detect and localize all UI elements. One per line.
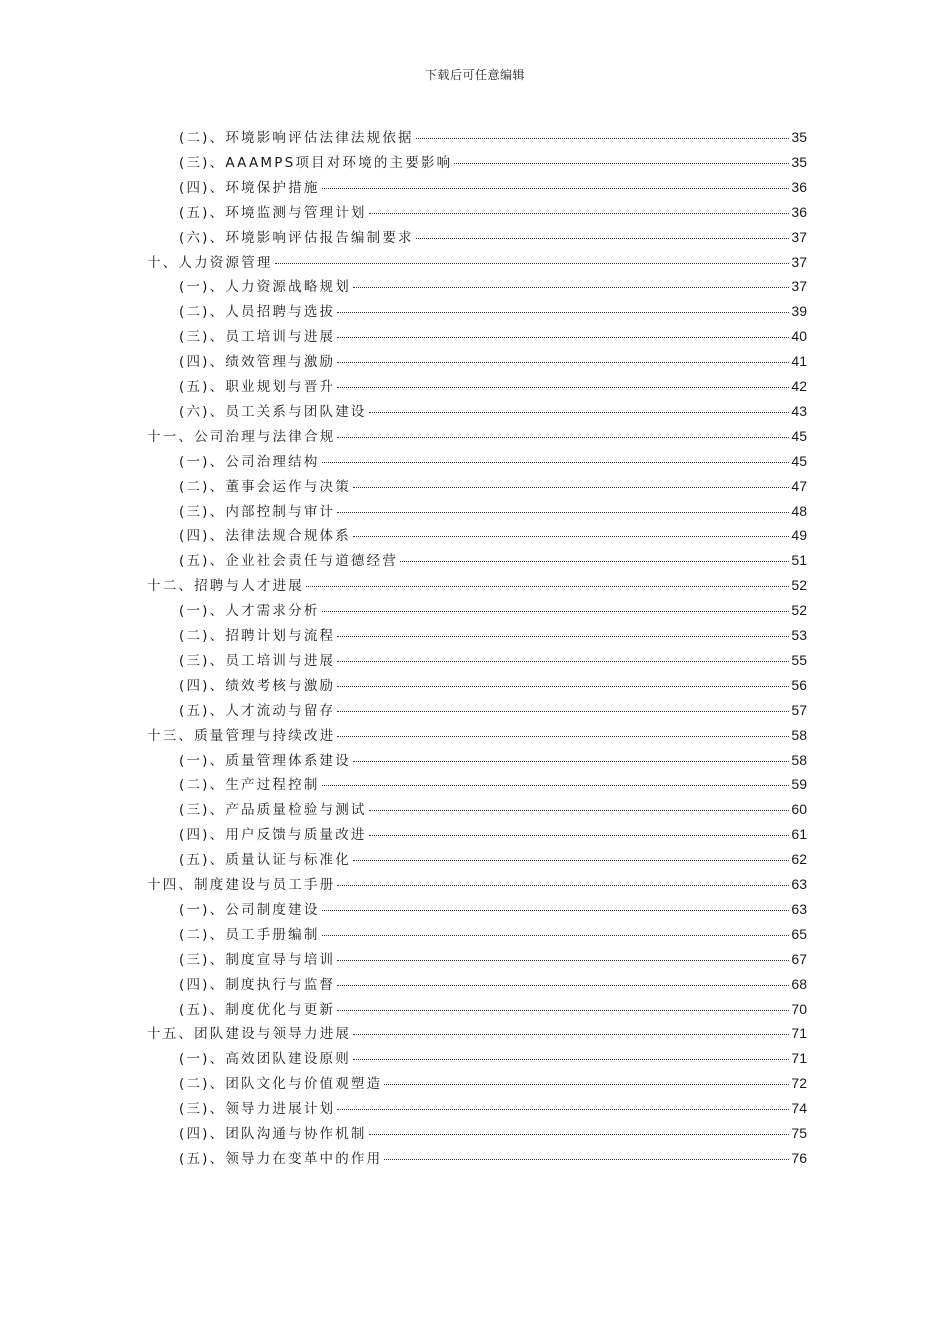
toc-entry-title: (五)、人才流动与留存 [179,702,336,719]
toc-section-entry[interactable] [179,773,807,795]
toc-dot-leader [337,512,789,513]
toc-entry-title: (二)、员工手册编制 [179,926,320,943]
toc-dot-leader [369,835,790,836]
toc-section-entry[interactable] [179,400,807,422]
toc-dot-leader [275,263,790,264]
toc-page-number: 76 [791,1149,807,1166]
toc-dot-leader [337,437,789,438]
toc-entry-title: (六)、环境影响评估报告编制要求 [179,229,414,246]
toc-section-entry[interactable] [179,998,807,1020]
toc-dot-leader [454,163,789,164]
toc-dot-leader [337,960,789,961]
toc-dot-leader [369,810,790,811]
toc-section-entry[interactable] [179,176,807,198]
toc-dot-leader [353,860,789,861]
toc-section-entry[interactable] [179,151,807,173]
toc-page-number: 45 [791,452,807,469]
toc-page-number: 74 [791,1100,807,1117]
toc-dot-leader [337,636,789,637]
toc-section-entry[interactable] [179,1047,807,1069]
toc-section-entry[interactable] [179,823,807,845]
toc-dot-leader [337,711,789,712]
toc-page-number: 72 [791,1075,807,1092]
toc-page-number: 39 [791,303,807,320]
toc-section-entry[interactable] [179,226,807,248]
toc-entry-title: (三)、制度宣导与培训 [179,951,336,968]
toc-dot-leader [337,1109,789,1110]
toc-entry-title: 十四、制度建设与员工手册 [147,877,336,893]
toc-section-entry[interactable] [179,798,807,820]
toc-entry-title: (四)、用户反馈与质量改进 [179,827,367,844]
toc-entry-title: 十三、质量管理与持续改进 [147,727,336,744]
toc-dot-leader [337,362,789,363]
toc-entry-title: (一)、质量管理体系建设 [179,752,351,769]
toc-entry-title: (三)、产品质量检验与测试 [179,802,367,819]
toc-entry-title: (四)、环境保护措施 [179,179,320,196]
toc-dot-leader [337,337,789,338]
toc-page-number: 61 [791,826,807,843]
toc-dot-leader [322,188,790,189]
toc-page-number: 68 [791,975,807,992]
toc-section-entry[interactable] [179,375,807,397]
toc-page-number: 55 [791,651,807,668]
toc-section-entry[interactable] [179,1072,807,1094]
toc-page-number: 57 [791,701,807,718]
toc-entry-title: (二)、董事会运作与决策 [179,478,351,495]
toc-section-entry[interactable] [179,201,807,223]
toc-page-number: 36 [791,203,807,220]
toc-page-number: 47 [791,477,807,494]
toc-page-number: 35 [791,153,807,170]
toc-entry-title: (二)、生产过程控制 [179,777,320,794]
toc-page-number: 52 [791,577,807,594]
toc-page-number: 49 [791,527,807,544]
toc-page-number: 48 [791,502,807,519]
toc-page-number: 42 [791,378,807,394]
toc-entry-title: (二)、人员招聘与选拔 [179,304,336,321]
toc-entry-title: (二)、招聘计划与流程 [179,628,336,644]
toc-entry-title: (四)、绩效考核与激励 [179,677,336,694]
toc-page-number: 63 [791,900,807,917]
toc-entry-title: (三)、员工培训与进展 [179,329,336,346]
toc-section-entry[interactable] [179,948,807,970]
toc-dot-leader [353,1059,789,1060]
toc-page-number: 71 [791,1025,807,1042]
toc-entry-title: (三)、内部控制与审计 [179,503,336,520]
toc-section-entry[interactable] [179,848,807,870]
toc-dot-leader [400,561,789,562]
toc-page-number: 67 [791,950,807,967]
toc-section-entry[interactable] [179,350,807,372]
toc-page-number: 70 [791,1000,807,1017]
toc-section-entry[interactable] [179,325,807,347]
toc-entry-title: (一)、公司制度建设 [179,901,320,918]
toc-section-entry[interactable] [179,599,807,621]
toc-dot-leader [337,312,789,313]
toc-entry-title: (五)、制度优化与更新 [179,1001,336,1018]
toc-dot-leader [337,736,789,737]
toc-section-entry[interactable] [179,450,807,472]
toc-section-entry[interactable] [179,1097,807,1119]
toc-chapter-entry[interactable] [147,425,807,447]
toc-page-number: 43 [791,402,807,419]
toc-page-number: 37 [791,278,807,295]
toc-page-number: 52 [791,602,807,619]
toc-entry-title: (三)、员工培训与进展 [179,652,336,669]
toc-entry-title: (五)、质量认证与标准化 [179,852,351,869]
toc-entry-title: (三)、领导力进展计划 [179,1101,336,1118]
toc-dot-leader [337,686,789,687]
toc-section-entry[interactable] [179,923,807,945]
toc-page-number: 37 [791,253,807,270]
toc-chapter-entry[interactable] [147,724,807,746]
toc-dot-leader [369,213,790,214]
toc-page-number: 62 [791,851,807,868]
toc-dot-leader [322,785,790,786]
toc-chapter-entry[interactable] [147,251,807,273]
toc-entry-title: 十、人力资源管理 [147,254,273,271]
toc-entry-title: (四)、绩效管理与激励 [179,354,336,371]
toc-page-number: 36 [791,178,807,195]
toc-entry-title: (五)、职业规划与晋升 [179,379,336,395]
toc-dot-leader [353,287,789,288]
toc-dot-leader [322,935,790,936]
toc-dot-leader [353,1034,789,1035]
toc-dot-leader [353,536,789,537]
toc-page-number: 45 [791,427,807,444]
toc-dot-leader [384,1159,789,1160]
toc-section-entry[interactable] [179,973,807,995]
toc-dot-leader [322,462,790,463]
toc-page-number: 41 [791,353,807,370]
toc-section-entry[interactable] [179,300,807,322]
toc-dot-leader [337,387,789,388]
toc-section-entry[interactable] [179,674,807,696]
toc-entry-title: (五)、企业社会责任与道德经营 [179,553,399,570]
toc-page-number: 35 [791,129,807,145]
toc-entry-title: (二)、环境影响评估法律法规依据 [179,130,414,146]
toc-page-number: 58 [791,751,807,768]
toc-entry-title: (一)、人力资源战略规划 [179,279,351,296]
toc-page-number: 51 [791,552,807,569]
toc-dot-leader [337,985,789,986]
toc-section-entry[interactable] [179,898,807,920]
toc-page-number: 60 [791,801,807,818]
toc-entry-title: (四)、法律法规合规体系 [179,528,351,545]
toc-section-entry[interactable] [179,624,807,646]
toc-chapter-entry[interactable] [147,873,807,895]
toc-dot-leader [353,761,789,762]
toc-chapter-entry[interactable] [147,1022,807,1044]
page-header: 下载后可任意编辑 [424,68,525,82]
toc-dot-leader [369,412,790,413]
toc-section-entry[interactable] [179,524,807,546]
toc-entry-title: (四)、制度执行与监督 [179,976,336,993]
toc-chapter-entry[interactable] [147,574,807,596]
toc-page-number: 58 [791,726,807,743]
toc-entry-title: 十一、公司治理与法律合规 [147,428,336,445]
toc-section-entry[interactable] [179,649,807,671]
toc-entry-title: (一)、高效团队建设原则 [179,1051,351,1068]
toc-entry-title: (五)、领导力在变革中的作用 [179,1150,383,1167]
toc-dot-leader [416,238,790,239]
toc-dot-leader [369,1134,790,1135]
toc-dot-leader [416,138,790,139]
toc-page-number: 37 [791,228,807,245]
toc-dot-leader [353,487,789,488]
toc-page-number: 53 [791,627,807,643]
toc-dot-leader [337,1010,789,1011]
toc-section-entry[interactable] [179,549,807,571]
toc-entry-title: (五)、环境监测与管理计划 [179,204,367,221]
toc-section-entry[interactable] [179,1122,807,1144]
toc-section-entry[interactable] [179,275,807,297]
toc-entry-title: 十二、招聘与人才进展 [147,578,304,595]
toc-entry-title: (六)、员工关系与团队建设 [179,403,367,420]
toc-page-number: 65 [791,925,807,942]
toc-dot-leader [322,611,790,612]
toc-section-entry[interactable] [179,1147,807,1169]
toc-entry-title: (一)、人才需求分析 [179,603,320,620]
toc-dot-leader [306,586,789,587]
toc-section-entry[interactable] [179,126,807,148]
toc-dot-leader [384,1084,789,1085]
toc-section-entry[interactable] [179,699,807,721]
toc-section-entry[interactable] [179,475,807,497]
toc-page-number: 59 [791,776,807,793]
toc-section-entry[interactable] [179,500,807,522]
toc-dot-leader [322,910,790,911]
toc-entry-title: (三)、AAAMPS项目对环境的主要影响 [179,154,453,171]
toc-page-number: 40 [791,328,807,345]
toc-dot-leader [337,661,789,662]
toc-page-number: 71 [791,1050,807,1067]
toc-page-number: 56 [791,676,807,693]
toc-dot-leader [337,885,789,886]
toc-page-number: 75 [791,1125,807,1141]
toc-entry-title: (一)、公司治理结构 [179,453,320,470]
toc-entry-title: 十五、团队建设与领导力进展 [147,1026,352,1043]
toc-page-number: 63 [791,876,807,892]
toc-entry-title: (四)、团队沟通与协作机制 [179,1126,367,1142]
toc-entry-title: (二)、团队文化与价值观塑造 [179,1076,383,1093]
toc-section-entry[interactable] [179,749,807,771]
